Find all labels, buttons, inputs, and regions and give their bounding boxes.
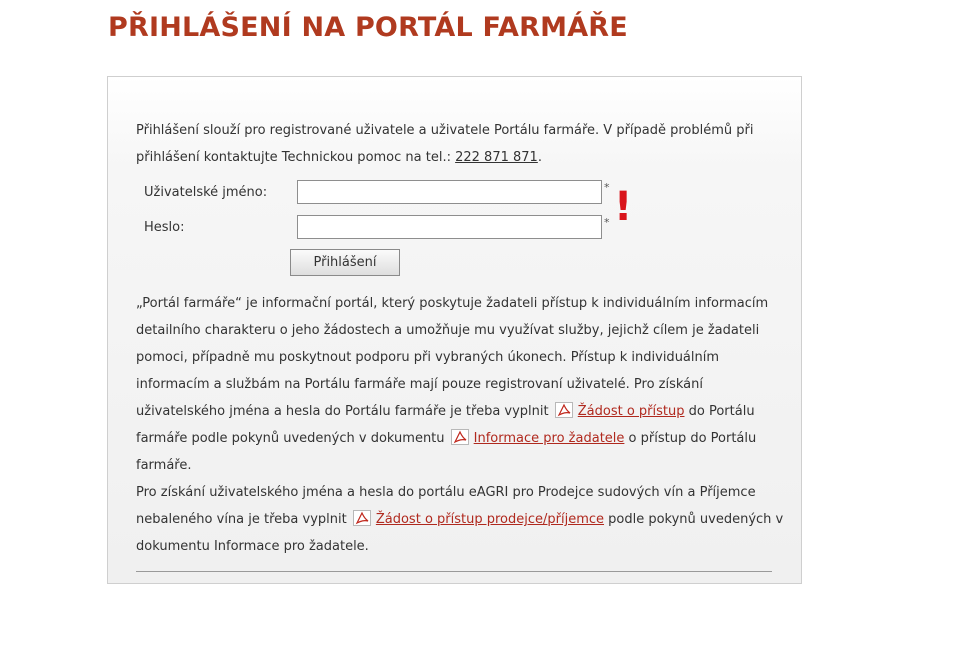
intro-text-end: . xyxy=(537,150,542,165)
login-button[interactable]: Přihlášení xyxy=(290,249,400,276)
zadost-o-pristup-link[interactable]: Žádost o přístup xyxy=(577,404,685,419)
info-paragraph-1c: o přístup do Portálu farmáře. xyxy=(136,431,757,473)
info-paragraph-2b: podle pokynů uvedených v dokumentu Informace pro žadatele. xyxy=(136,512,784,554)
password-required-mark: * xyxy=(604,216,610,229)
login-panel xyxy=(107,76,802,584)
password-input[interactable] xyxy=(297,215,602,239)
pdf-icon xyxy=(555,401,573,417)
portal-info-text xyxy=(136,290,786,560)
info-paragraph-1a: „Portál farmáře“ je informační portál, který poskytuje žadateli přístup k individuálním informacím detailního charakteru o jeho žádostech a umožňuje mu využívat služby, jejichž cílem je žadateli pomoci, případně mu poskytnout podporu při vybraných úkonech. Přístup k individuálním informacím a službám na Portálu farmáře mají pouze registrovaní uživatelé. Pro získání uživatelského jména a hesla do Portálu farmáře je třeba vyplnit xyxy=(136,296,769,419)
informace-pro-zadatele-link[interactable]: Informace pro žadatele xyxy=(473,431,625,446)
username-label: Uživatelské jméno: xyxy=(144,185,268,200)
bottom-divider xyxy=(136,571,772,572)
info-paragraph-1b: do Portálu farmáře podle pokynů uvedených v dokumentu xyxy=(136,404,755,446)
support-phone-link[interactable]: 222 871 871 xyxy=(455,150,538,165)
intro-text xyxy=(136,117,786,171)
info-paragraph-2a: Pro získání uživatelského jména a hesla do portálu eAGRI pro Prodejce sudových vín a Příjemce nebaleného vína je třeba vyplnit xyxy=(136,485,756,527)
pdf-icon xyxy=(353,509,371,525)
page-title: PŘIHLÁŠENÍ NA PORTÁL FARMÁŘE xyxy=(108,12,628,43)
alert-exclamation-icon: ! xyxy=(614,184,633,230)
pdf-icon xyxy=(451,428,469,444)
username-required-mark: * xyxy=(604,181,610,194)
username-input[interactable] xyxy=(297,180,602,204)
zadost-prodejce-prijemce-link[interactable]: Žádost o přístup prodejce/příjemce xyxy=(375,512,605,527)
intro-text-body: Přihlášení slouží pro registrované uživatele a uživatele Portálu farmáře. V případě problémů při přihlášení kontaktujte Technickou pomoc na tel.: xyxy=(136,123,754,165)
password-label: Heslo: xyxy=(144,220,185,235)
